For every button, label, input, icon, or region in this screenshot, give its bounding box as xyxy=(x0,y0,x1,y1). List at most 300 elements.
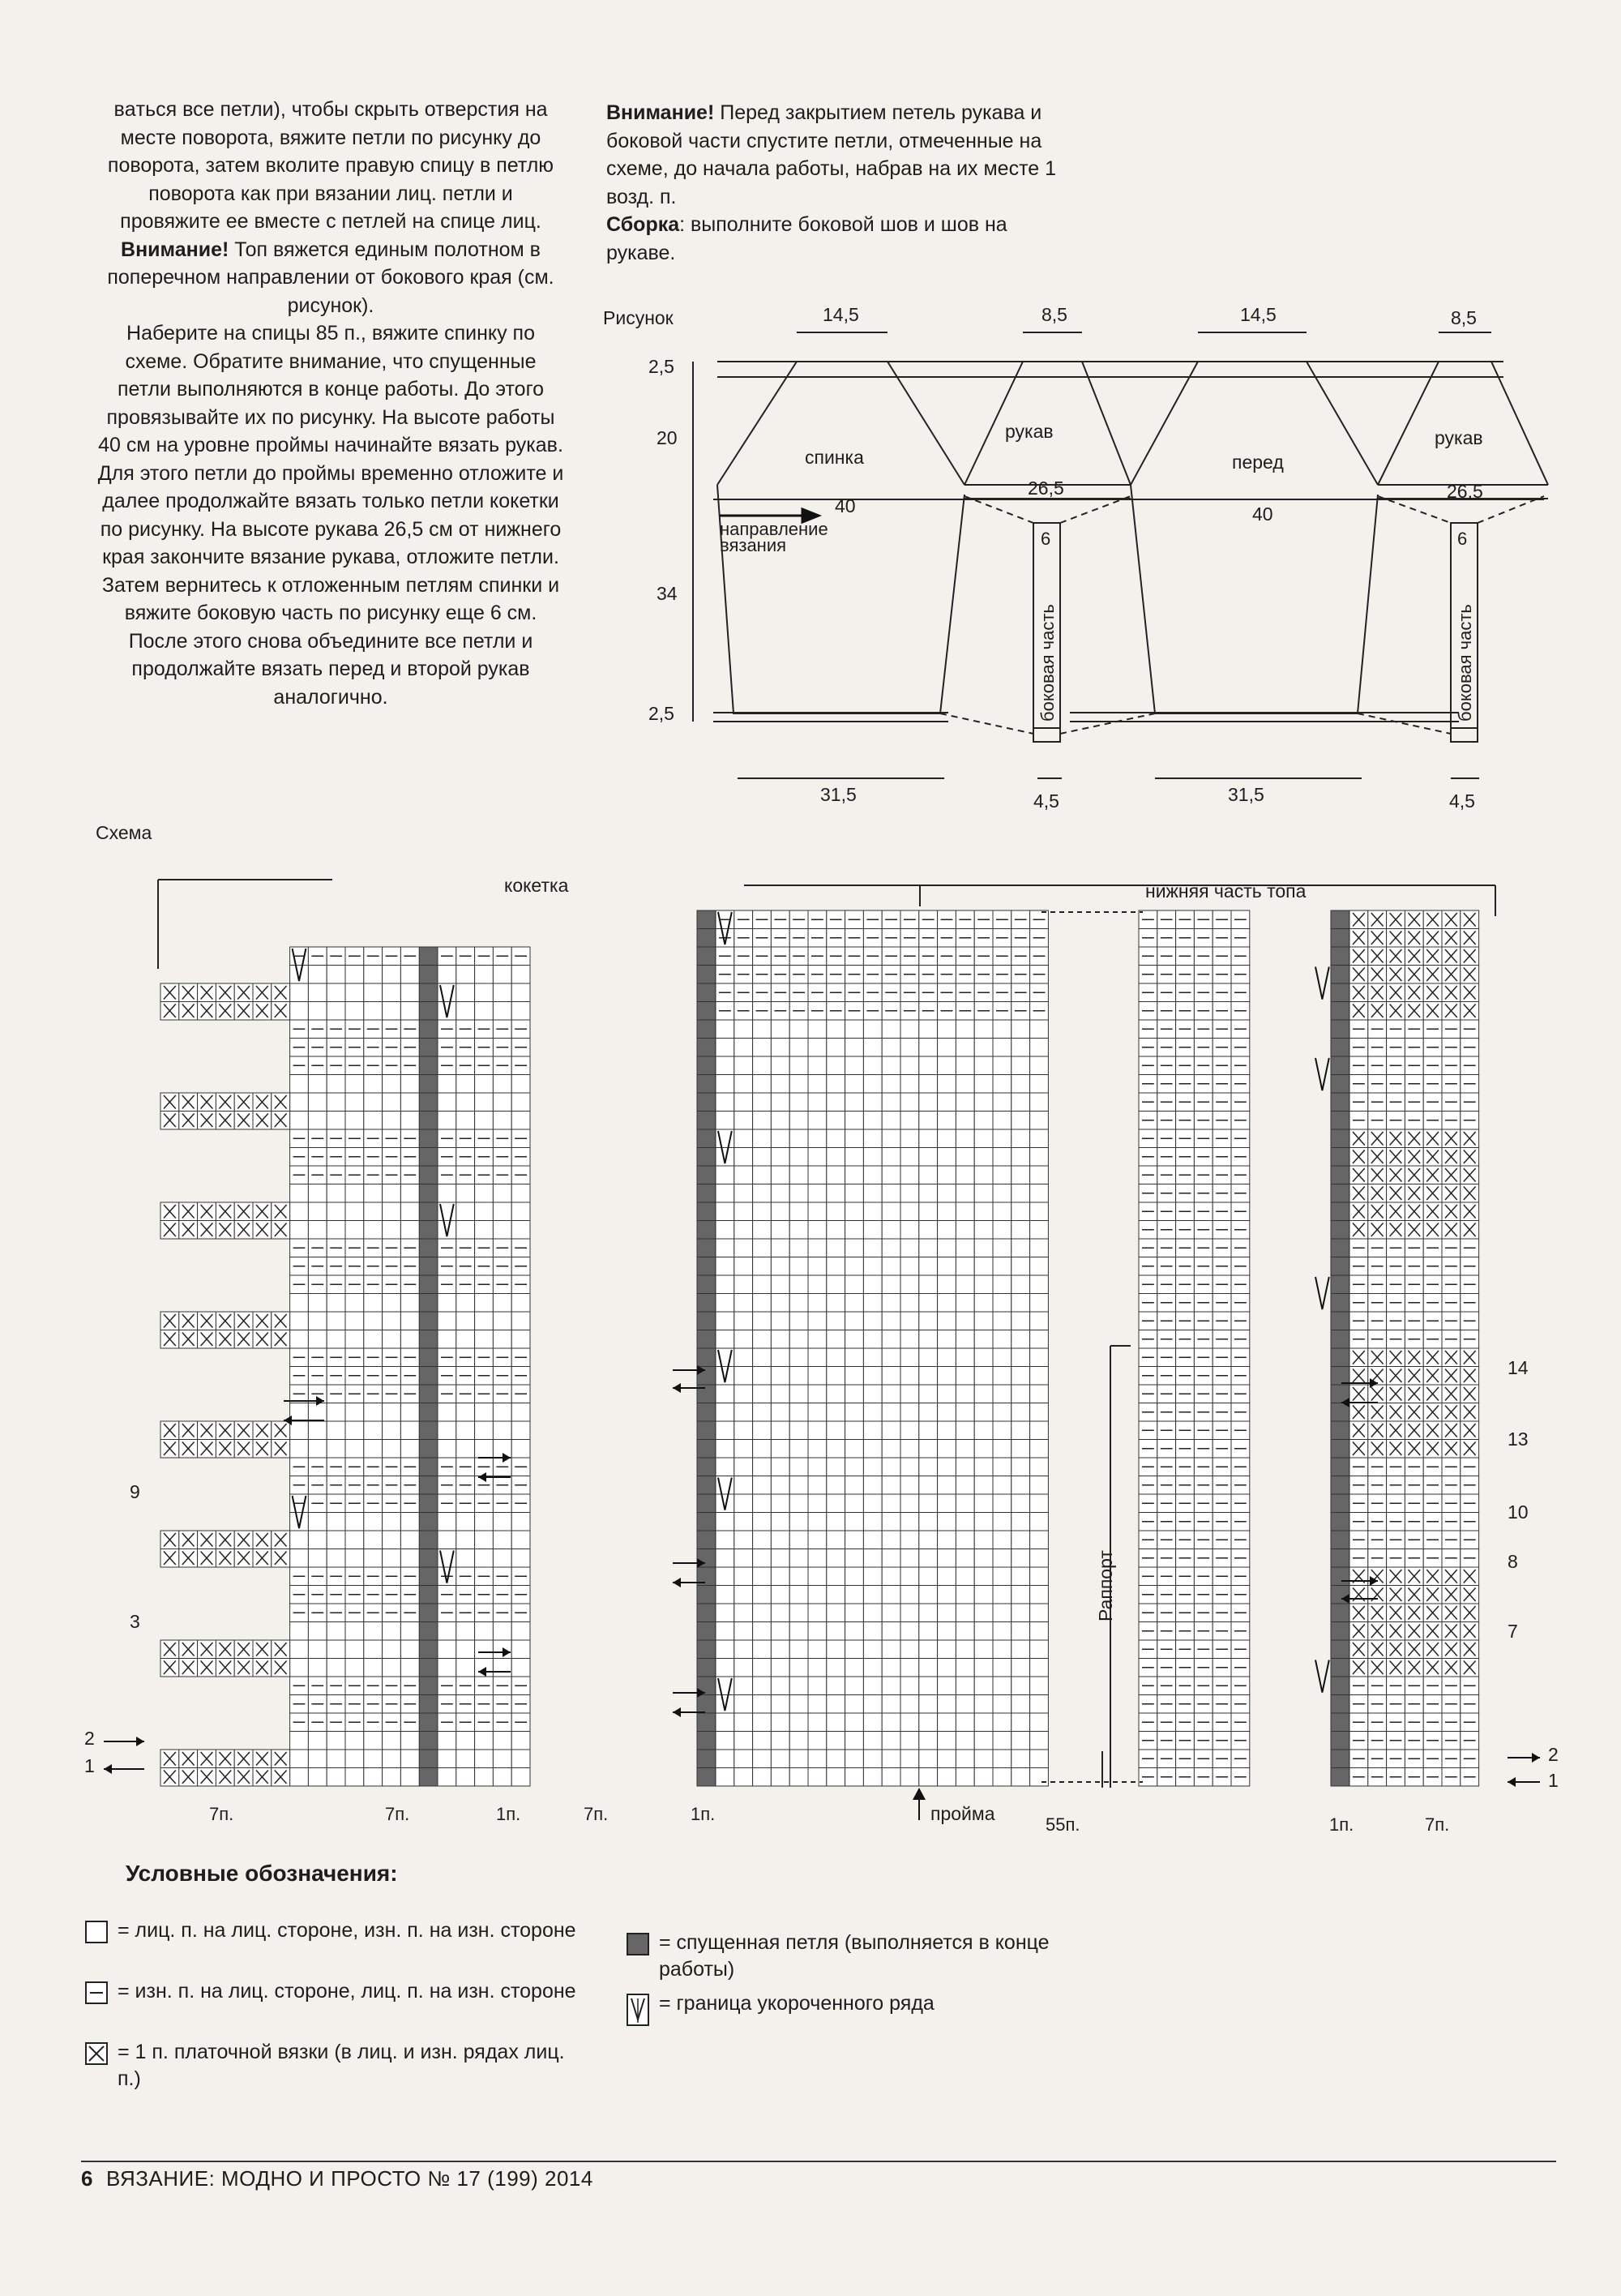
knit-cell xyxy=(716,1202,734,1221)
knit-cell xyxy=(900,1659,919,1677)
knit-cell xyxy=(993,1458,1012,1476)
knit-cell xyxy=(327,1750,345,1768)
knit-cell xyxy=(919,1750,938,1768)
knit-cell xyxy=(882,1494,900,1513)
knit-cell xyxy=(753,1166,772,1184)
knit-cell xyxy=(900,1075,919,1094)
knit-cell xyxy=(308,1312,327,1330)
knit-cell xyxy=(308,1768,327,1787)
knit-cell xyxy=(882,1148,900,1167)
knit-cell xyxy=(716,1768,734,1787)
knit-cell xyxy=(511,1312,530,1330)
knit-cell xyxy=(345,1403,364,1422)
knit-cell xyxy=(400,1093,419,1112)
knit-cell xyxy=(974,1513,993,1531)
knit-cell xyxy=(1012,1732,1030,1750)
knit-cell xyxy=(383,1202,401,1221)
knit-cell xyxy=(400,1184,419,1203)
knit-cell xyxy=(400,1513,419,1531)
knit-cell xyxy=(956,1458,974,1476)
knit-cell xyxy=(993,1348,1012,1367)
dark-cell xyxy=(419,1458,438,1476)
knit-cell xyxy=(1012,1093,1030,1112)
knit-cell xyxy=(716,1586,734,1604)
knit-cell xyxy=(753,1476,772,1495)
knit-stitch-symbol xyxy=(85,1921,108,1943)
dark-cell xyxy=(697,1732,716,1750)
purl-stitch-symbol xyxy=(85,1981,108,2004)
knit-cell xyxy=(956,1622,974,1641)
knit-cell xyxy=(438,1184,456,1203)
dim-side-1: 6 xyxy=(1041,529,1051,549)
knit-cell xyxy=(919,1148,938,1167)
knit-cell xyxy=(808,1184,827,1203)
knit-cell xyxy=(290,1294,309,1313)
knit-cell xyxy=(845,1549,864,1568)
knit-cell xyxy=(364,983,383,1002)
knit-cell xyxy=(827,1056,845,1075)
knit-cell xyxy=(900,1330,919,1349)
knit-cell xyxy=(863,1476,882,1495)
knit-cell xyxy=(974,1494,993,1513)
knit-cell xyxy=(400,1640,419,1659)
knit-cell xyxy=(400,1403,419,1422)
knit-cell xyxy=(734,1586,753,1604)
knit-cell xyxy=(511,1531,530,1549)
knit-cell xyxy=(845,1476,864,1495)
knit-cell xyxy=(974,1202,993,1221)
knit-cell xyxy=(789,1476,808,1495)
dim-left-34: 34 xyxy=(657,583,678,604)
knit-cell xyxy=(734,1039,753,1057)
knit-cell xyxy=(1012,1184,1030,1203)
knit-cell xyxy=(753,1713,772,1732)
dark-cell xyxy=(419,966,438,984)
knit-cell xyxy=(1012,1677,1030,1695)
knit-cell xyxy=(771,1275,789,1294)
knit-cell xyxy=(475,1202,494,1221)
dark-cell xyxy=(1331,1221,1349,1240)
knit-cell xyxy=(882,1768,900,1787)
row-label-13: 13 xyxy=(1508,1429,1529,1450)
knit-cell xyxy=(789,1056,808,1075)
knit-cell xyxy=(493,983,511,1002)
knit-cell xyxy=(364,1312,383,1330)
dark-cell xyxy=(419,1768,438,1787)
dark-cell xyxy=(697,1440,716,1459)
dark-cell xyxy=(419,1677,438,1695)
knit-cell xyxy=(900,1604,919,1622)
knit-cell xyxy=(716,1166,734,1184)
knit-cell xyxy=(845,1129,864,1148)
knit-cell xyxy=(808,1440,827,1459)
knit-cell xyxy=(475,1531,494,1549)
knit-cell xyxy=(845,1093,864,1112)
knit-cell xyxy=(438,1622,456,1641)
knit-cell xyxy=(863,1294,882,1313)
knit-cell xyxy=(827,1695,845,1714)
knit-cell xyxy=(753,1549,772,1568)
knit-cell xyxy=(383,1659,401,1677)
knit-cell xyxy=(993,1294,1012,1313)
knit-cell xyxy=(1030,1458,1049,1476)
knit-cell xyxy=(789,1275,808,1294)
dark-cell xyxy=(697,1622,716,1641)
row-label-1: 1 xyxy=(84,1755,95,1776)
knit-cell xyxy=(900,1440,919,1459)
knit-cell xyxy=(882,1367,900,1386)
knit-cell xyxy=(808,1039,827,1057)
knit-cell xyxy=(956,1294,974,1313)
knit-cell xyxy=(789,1020,808,1039)
knit-cell xyxy=(789,1330,808,1349)
knit-cell xyxy=(974,1458,993,1476)
knit-cell xyxy=(400,1750,419,1768)
knit-cell xyxy=(438,1075,456,1094)
knit-cell xyxy=(919,1732,938,1750)
knit-cell xyxy=(1012,1221,1030,1240)
knit-cell xyxy=(734,1257,753,1276)
knit-cell xyxy=(364,1403,383,1422)
knit-cell xyxy=(938,1768,956,1787)
dark-cell xyxy=(419,1476,438,1495)
knit-cell xyxy=(456,1768,475,1787)
knit-cell xyxy=(789,1221,808,1240)
dark-cell xyxy=(419,1257,438,1276)
knit-cell xyxy=(438,1531,456,1549)
knit-cell xyxy=(345,1768,364,1787)
dark-cell xyxy=(419,1275,438,1294)
dark-cell xyxy=(419,1093,438,1112)
knit-cell xyxy=(771,1385,789,1403)
knit-cell xyxy=(308,966,327,984)
knit-cell xyxy=(845,1257,864,1276)
knit-cell xyxy=(938,1056,956,1075)
knit-cell xyxy=(345,966,364,984)
knit-cell xyxy=(383,1768,401,1787)
dark-cell xyxy=(419,1421,438,1440)
knit-cell xyxy=(511,966,530,984)
knit-cell xyxy=(771,1312,789,1330)
row-label-10: 10 xyxy=(1508,1501,1529,1523)
knit-cell xyxy=(456,1202,475,1221)
knit-cell xyxy=(863,1239,882,1257)
knit-cell xyxy=(364,1075,383,1094)
knit-cell xyxy=(938,1640,956,1659)
knit-cell xyxy=(845,1056,864,1075)
knit-cell xyxy=(863,1586,882,1604)
knit-cell xyxy=(845,1148,864,1167)
knit-cell xyxy=(974,1622,993,1641)
knit-cell xyxy=(919,1640,938,1659)
knit-cell xyxy=(863,1166,882,1184)
dark-cell xyxy=(697,1713,716,1732)
knit-cell xyxy=(845,1348,864,1367)
knit-cell xyxy=(475,1002,494,1021)
knit-cell xyxy=(456,1640,475,1659)
knit-cell xyxy=(511,1640,530,1659)
knit-cell xyxy=(919,1659,938,1677)
knit-cell xyxy=(863,1129,882,1148)
knit-cell xyxy=(993,1476,1012,1495)
knit-cell xyxy=(919,1312,938,1330)
dark-cell xyxy=(1331,1056,1349,1075)
row-arrowhead xyxy=(673,1578,681,1587)
knit-cell xyxy=(1030,1531,1049,1549)
knit-cell xyxy=(1030,1367,1049,1386)
knit-cell xyxy=(808,1275,827,1294)
knit-cell xyxy=(475,1184,494,1203)
knit-cell xyxy=(789,1421,808,1440)
dark-cell xyxy=(697,1202,716,1221)
knit-cell xyxy=(919,1056,938,1075)
knit-cell xyxy=(900,1039,919,1057)
knit-cell xyxy=(900,1348,919,1367)
knit-cell xyxy=(974,1367,993,1386)
knit-cell xyxy=(919,1239,938,1257)
knit-cell xyxy=(974,1531,993,1549)
knit-cell xyxy=(974,1275,993,1294)
knit-cell xyxy=(400,1421,419,1440)
knit-cell xyxy=(734,1330,753,1349)
knit-cell xyxy=(900,1312,919,1330)
count-7p-1: 7п. xyxy=(209,1804,234,1824)
knit-cell xyxy=(863,1312,882,1330)
dark-cell xyxy=(1331,1458,1349,1476)
knit-cell xyxy=(863,1275,882,1294)
knit-cell xyxy=(290,1549,309,1568)
dark-cell xyxy=(697,1768,716,1787)
sleeve-label-2: рукав xyxy=(1435,427,1483,448)
knit-cell xyxy=(753,1039,772,1057)
knit-cell xyxy=(956,1586,974,1604)
knit-cell xyxy=(938,1494,956,1513)
knit-cell xyxy=(716,1750,734,1768)
knit-cell xyxy=(364,966,383,984)
knit-cell xyxy=(808,1202,827,1221)
knit-cell xyxy=(493,1659,511,1677)
knit-cell xyxy=(882,1549,900,1568)
knit-cell xyxy=(808,1257,827,1276)
knit-cell xyxy=(383,983,401,1002)
page-number: 6 xyxy=(81,2166,93,2191)
knit-cell xyxy=(919,1531,938,1549)
knit-cell xyxy=(771,1695,789,1714)
knit-cell xyxy=(789,1695,808,1714)
knit-cell xyxy=(1030,1567,1049,1586)
knit-cell xyxy=(308,1440,327,1459)
knit-cell xyxy=(938,1604,956,1622)
knit-cell xyxy=(789,1202,808,1221)
knit-cell xyxy=(974,1257,993,1276)
knit-cell xyxy=(882,1221,900,1240)
knit-cell xyxy=(993,1440,1012,1459)
knit-cell xyxy=(900,1202,919,1221)
count-1p-right: 1п. xyxy=(1329,1814,1354,1835)
knit-cell xyxy=(789,1586,808,1604)
knit-cell xyxy=(808,1148,827,1167)
knit-cell xyxy=(383,1093,401,1112)
knit-cell xyxy=(789,1184,808,1203)
dark-cell xyxy=(1331,1367,1349,1386)
knit-cell xyxy=(938,1093,956,1112)
dark-cell xyxy=(697,1275,716,1294)
knit-cell xyxy=(1030,1202,1049,1221)
knit-cell xyxy=(808,1513,827,1531)
knit-cell xyxy=(493,1549,511,1568)
knit-cell xyxy=(1012,1148,1030,1167)
knit-cell xyxy=(290,1184,309,1203)
knit-cell xyxy=(475,1221,494,1240)
knit-cell xyxy=(956,1166,974,1184)
knit-cell xyxy=(845,1604,864,1622)
knit-cell xyxy=(716,1112,734,1130)
knit-cell xyxy=(956,1075,974,1094)
knit-cell xyxy=(808,1367,827,1386)
knit-cell xyxy=(827,1330,845,1349)
knit-cell xyxy=(475,966,494,984)
dark-cell xyxy=(1331,1713,1349,1732)
knit-cell xyxy=(1030,1294,1049,1313)
knit-cell xyxy=(919,1166,938,1184)
knit-cell xyxy=(364,1640,383,1659)
knit-cell xyxy=(753,1421,772,1440)
knit-cell xyxy=(1030,1440,1049,1459)
dark-cell xyxy=(419,1129,438,1148)
legend-item-dropped xyxy=(627,1930,1113,1983)
knit-cell xyxy=(771,1020,789,1039)
knit-cell xyxy=(308,1112,327,1130)
knit-cell xyxy=(493,1202,511,1221)
dark-cell xyxy=(1331,1184,1349,1203)
knit-cell xyxy=(716,1075,734,1094)
knit-cell xyxy=(1012,1567,1030,1586)
knit-cell xyxy=(827,1020,845,1039)
knit-cell xyxy=(383,1184,401,1203)
knit-cell xyxy=(364,1732,383,1750)
dark-cell xyxy=(697,1312,716,1330)
knit-cell xyxy=(919,1403,938,1422)
dark-cell xyxy=(1331,983,1349,1002)
knit-cell xyxy=(493,1421,511,1440)
knit-cell xyxy=(956,1513,974,1531)
knit-cell xyxy=(511,1330,530,1349)
knit-cell xyxy=(882,1440,900,1459)
knit-cell xyxy=(789,1567,808,1586)
knit-cell xyxy=(438,1112,456,1130)
knit-cell xyxy=(493,966,511,984)
knit-cell xyxy=(716,1312,734,1330)
knit-cell xyxy=(827,1367,845,1386)
knit-cell xyxy=(734,1476,753,1495)
knit-cell xyxy=(882,1184,900,1203)
knit-cell xyxy=(845,1440,864,1459)
knit-cell xyxy=(956,1750,974,1768)
knit-cell xyxy=(938,1294,956,1313)
knit-cell xyxy=(327,1622,345,1641)
knit-cell xyxy=(1012,1549,1030,1568)
dark-cell xyxy=(419,1586,438,1604)
knit-cell xyxy=(919,1184,938,1203)
dim-sleeve-bottom-2: 26,5 xyxy=(1447,481,1483,502)
knit-cell xyxy=(863,1148,882,1167)
knit-cell xyxy=(771,1367,789,1386)
knit-cell xyxy=(475,1440,494,1459)
knit-cell xyxy=(734,1713,753,1732)
knit-cell xyxy=(327,1531,345,1549)
knit-cell xyxy=(808,1640,827,1659)
knit-cell xyxy=(882,1093,900,1112)
dark-cell xyxy=(419,983,438,1002)
knit-cell xyxy=(938,1385,956,1403)
knit-cell xyxy=(456,1294,475,1313)
knit-cell xyxy=(808,1768,827,1787)
knit-cell xyxy=(789,1640,808,1659)
knit-cell xyxy=(1030,1221,1049,1240)
knit-cell xyxy=(882,1330,900,1349)
knit-cell xyxy=(1012,1239,1030,1257)
knit-cell xyxy=(863,1202,882,1221)
knit-cell xyxy=(456,1112,475,1130)
knit-cell xyxy=(863,1513,882,1531)
knit-cell xyxy=(308,1221,327,1240)
knit-cell xyxy=(734,1732,753,1750)
knit-cell xyxy=(827,1549,845,1568)
knit-cell xyxy=(308,1421,327,1440)
knit-cell xyxy=(383,1221,401,1240)
knit-cell xyxy=(345,1184,364,1203)
knit-cell xyxy=(808,1056,827,1075)
knit-cell xyxy=(771,1713,789,1732)
knit-cell xyxy=(900,1275,919,1294)
knit-cell xyxy=(327,1312,345,1330)
knit-cell xyxy=(345,1531,364,1549)
knit-cell xyxy=(716,1294,734,1313)
dark-cell xyxy=(697,1002,716,1021)
knit-cell xyxy=(345,1093,364,1112)
knit-cell xyxy=(882,1531,900,1549)
dim-width-front: 40 xyxy=(1252,503,1273,525)
knit-cell xyxy=(900,1148,919,1167)
knit-cell xyxy=(938,1513,956,1531)
side-label-1: боковая часть xyxy=(1037,604,1058,722)
knit-cell xyxy=(827,1421,845,1440)
knit-cell xyxy=(716,1221,734,1240)
knit-cell xyxy=(308,1294,327,1313)
knit-cell xyxy=(808,1348,827,1367)
knit-cell xyxy=(938,1750,956,1768)
dark-cell xyxy=(697,1221,716,1240)
knit-cell xyxy=(993,1166,1012,1184)
knit-cell xyxy=(290,1659,309,1677)
knit-cell xyxy=(734,1531,753,1549)
knit-cell xyxy=(938,1330,956,1349)
knit-cell xyxy=(956,1312,974,1330)
dark-cell xyxy=(697,1294,716,1313)
knit-cell xyxy=(938,1586,956,1604)
knit-cell xyxy=(438,1312,456,1330)
dark-cell xyxy=(419,1239,438,1257)
dark-cell xyxy=(419,1531,438,1549)
knit-cell xyxy=(974,1148,993,1167)
direction-label-2: вязания xyxy=(720,535,787,555)
dark-cell xyxy=(1331,1549,1349,1568)
knit-cell xyxy=(438,1513,456,1531)
row-label-14: 14 xyxy=(1508,1357,1529,1378)
knit-cell xyxy=(938,1549,956,1568)
garter-stitch-symbol xyxy=(85,2042,108,2065)
knit-cell xyxy=(345,1732,364,1750)
